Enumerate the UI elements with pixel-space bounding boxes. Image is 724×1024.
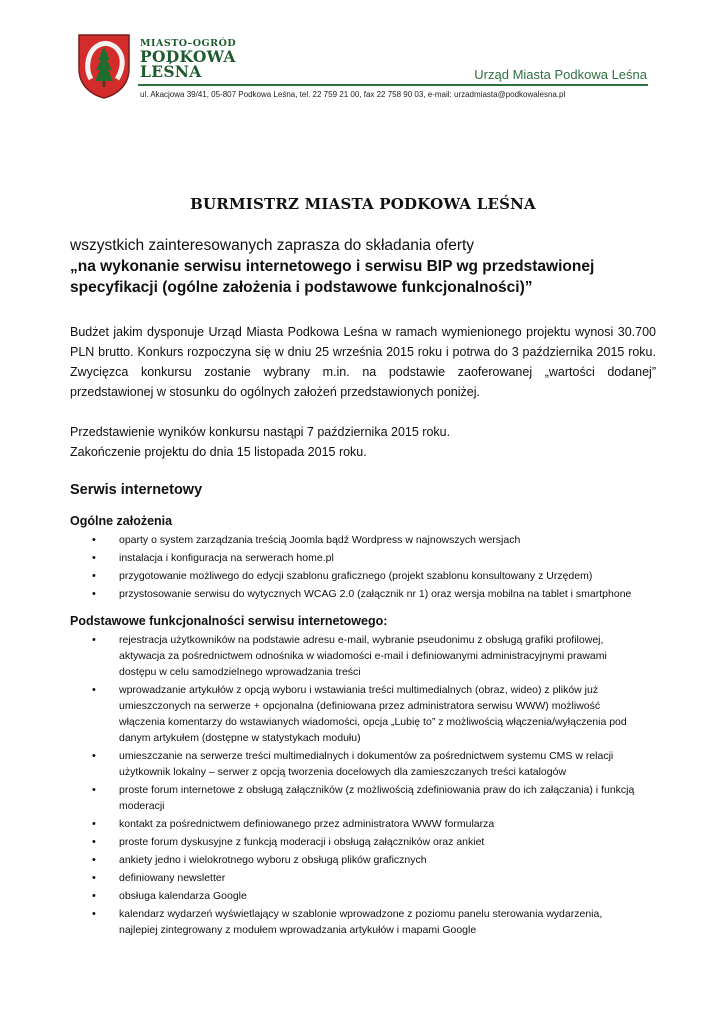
logo-wordmark [140,38,236,79]
list-item: • ankiety jedno i wielokrotnego wyboru z obsługą plików graficznych [70,852,639,868]
list-item: • instalacja i konfiguracja na serwerach home.pl [70,550,639,566]
list-item: • obsługa kalendarza Google [70,888,639,904]
list-item: • przystosowanie serwisu do wytycznych WCAG 2.0 (załącznik nr 1) oraz wersja mobilna na tablet i smartphone [70,586,639,602]
list-item: • oparty o system zarządzania treścią Joomla bądź Wordpress w najnowszych wersjach [70,532,639,548]
list-item: • kalendarz wydarzeń wyświetlający w szablonie wprowadzone z poziomu panelu sterowania wydarzenia, najlepiej zintegrowany z modułem wprowadzania artykułów i mapami Google [70,906,639,938]
logo-line-1: MIASTO–OGRÓD [140,38,237,49]
invitation-text: wszystkich zainteresowanych zaprasza do składania oferty [70,237,475,254]
town-crest-icon [77,33,131,99]
list-item: • proste forum dyskusyjne z funkcją moderacji i obsługą załączników oraz ankiet [70,834,639,850]
list-item: • rejestracja użytkowników na podstawie adresu e-mail, wybranie pseudonimu z obsługą grafiki profilowej, aktywacja za pośrednictwem odnośnika w wiadomości e-mail i definiowanymi administracyjnymi prawami dostępu w celu samodzielnego wprowadzania treści [70,632,639,680]
document-body [70,195,656,950]
list-item: • definiowany newsletter [70,870,639,886]
results-date: Przedstawienie wyników konkursu nastąpi 7 października 2015 roku. [70,425,451,439]
functions-list [70,632,656,938]
contact-line: ul. Akacjowa 39/41, 05-807 Podkowa Leśna, tel. 22 759 21 00, fax 22 758 90 03, e-mail: urzadmiasta@podkowalesna.pl [140,90,566,99]
general-heading: Ogólne założenia [70,514,173,528]
general-list [70,532,656,602]
logo-line-3: LEŚNA [140,62,202,81]
logo-line-2: PODKOWA [140,47,236,66]
list-item: • proste forum internetowe z obsługą załączników (z możliwością zdefiniowania praw do ich załączania) i funkcją moderacji [70,782,639,814]
section-heading: Serwis internetowy [70,482,203,498]
letterhead [0,0,724,110]
functions-heading: Podstawowe funkcjonalności serwisu internetowego: [70,614,388,628]
list-item: • umieszczanie na serwerze treści multimedialnych i dokumentów za pośrednictwem systemu CMS w relacji użytkownik lokalny – serwer z opcją tworzenia docelowych dla zamieszczanych treści katalogów [70,748,639,780]
document-title: BURMISTRZ MIASTA PODKOWA LEŚNA [190,195,536,213]
dates-paragraph [70,422,656,462]
header-divider [138,84,648,86]
list-item: • wprowadzanie artykułów z opcją wyboru i wstawiania treści multimedialnych (obraz, wideo) z plików już umieszczonych na serwerze + opcjonalna (definiowana przez administratora serwisu WWW) możliwość włączenia komentarzy do wstawianych wiadomości, opcja „Lubię to” z możliwością włączenia/wyłączenia pod danym artykułem (dostępne w statystykach modułu) [70,682,639,746]
budget-paragraph: Budżet jakim dysponuje Urząd Miasta Podkowa Leśna w ramach wymienionego projektu wynosi 30.700 PLN brutto. Konkurs rozpoczyna się w dniu 25 września 2015 roku i potrwa do 3 października 2015 roku. Zwycięzca konkursu zostanie wybrany m.in. na podstawie zaoferowanej „wartości dodanej” przedstawionej w stosunku do ogólnych założeń przedstawionych poniżej. [70,325,656,399]
list-item: • kontakt za pośrednictwem definiowanego przez administratora WWW formularza [70,816,639,832]
offer-subject: „na wykonanie serwisu internetowego i serwisu BIP wg przedstawionej specyfikacji (ogólne założenia i podstawowe funkcjonalności)” [70,258,595,296]
list-item: • przygotowanie możliwego do edycji szablonu graficznego (projekt szablonu konsultowany z Urzędem) [70,568,639,584]
project-end-date: Zakończenie projektu do dnia 15 listopada 2015 roku. [70,445,367,459]
office-name: Urząd Miasta Podkowa Leśna [474,67,647,82]
